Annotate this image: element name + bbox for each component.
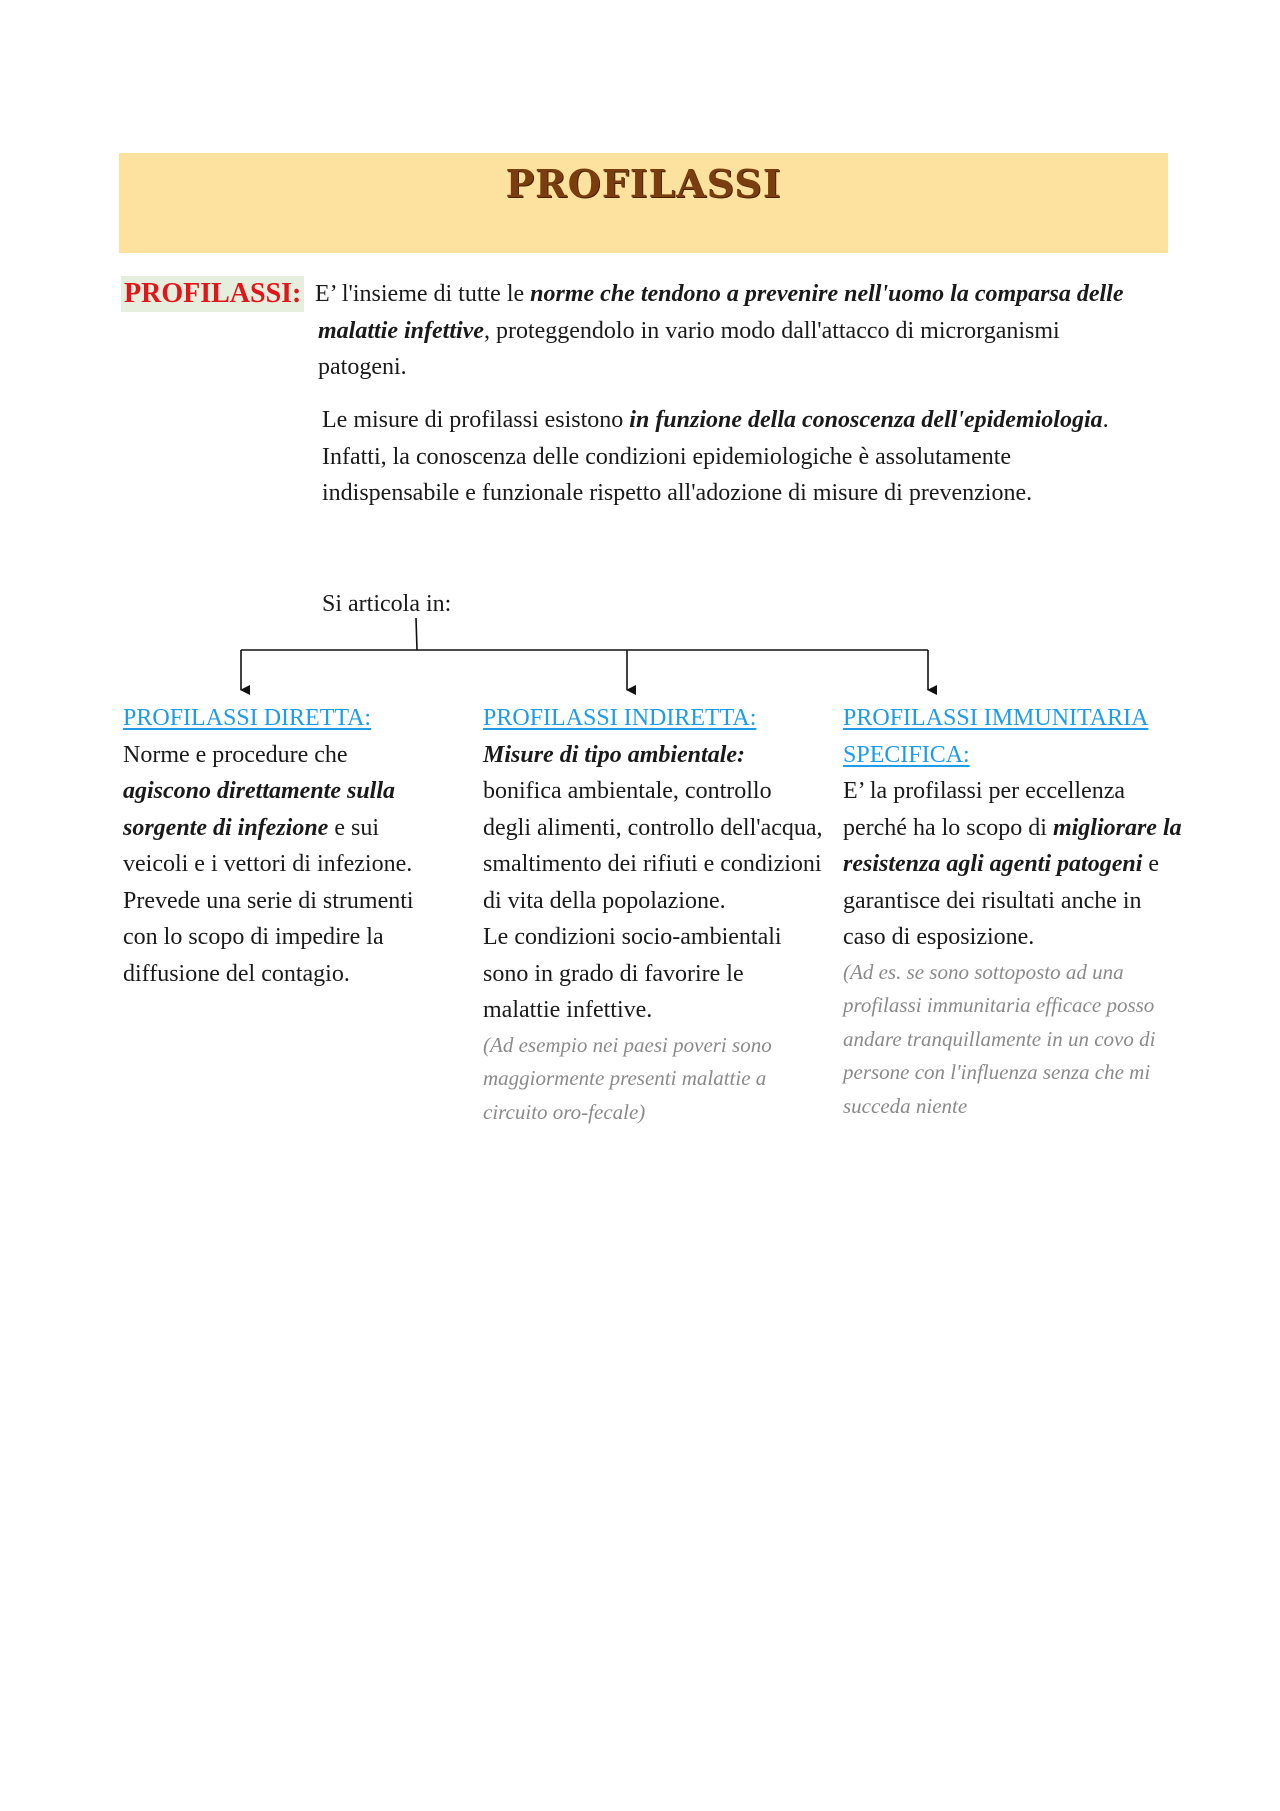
column-direct-intro: Norme e procedure che	[123, 741, 348, 768]
column-direct-body	[123, 737, 423, 993]
definition-emphasis: norme che tendono a prevenire nell'uomo la comparsa delle malattie infettive	[318, 281, 1124, 344]
column-immunity-note: (Ad es. se sono sottoposto ad una profilassi immunitaria efficace posso andare tranquillamente in un covo di persone con l'influenza senza che mi succeda niente	[843, 959, 1156, 1118]
paragraph2-rest: . Infatti, la conoscenza delle condizioni epidemiologiche è assolutamente indispensabile e funzionale rispetto all'adozione di misure di prevenzione.	[322, 407, 1109, 506]
column-indirect-title: PROFILASSI INDIRETTA:	[483, 705, 757, 731]
column-indirect	[483, 700, 823, 1129]
articulation-intro: Si articola in:	[322, 591, 452, 617]
column-direct-rest: e sui veicoli e i vettori di infezione. Prevede una serie di strumenti con lo scopo di impedire la diffusione del contagio.	[123, 814, 414, 987]
column-immunity-title: PROFILASSI IMMUNITARIA SPECIFICA:	[843, 705, 1149, 768]
column-indirect-emphasis: Misure di tipo ambientale:	[483, 741, 746, 768]
column-immunity-emphasis: migliorare la resistenza agli agenti patogeni	[843, 814, 1182, 877]
column-direct-title: PROFILASSI DIRETTA:	[123, 705, 372, 731]
paragraph2-emphasis: in funzione della conoscenza dell'epidemiologia	[629, 407, 1103, 433]
column-indirect-body2: Le condizioni socio-ambientali sono in grado di favorire le malattie infettive.	[483, 924, 782, 1023]
column-indirect-body: bonifica ambientale, controllo degli alimenti, controllo dell'acqua, smaltimento dei rifiuti e condizioni di vita della popolazione.	[483, 778, 823, 914]
definition-intro: E’ l'insieme di tutte le	[315, 281, 531, 307]
definition-rest: , proteggendolo in vario modo dall'attacco di microrganismi patogeni.	[318, 317, 1060, 380]
column-immunity-rest: e garantisce dei risultati anche in caso di esposizione.	[843, 851, 1160, 950]
column-immunity-body	[843, 773, 1188, 956]
column-direct-emphasis: agiscono direttamente sulla sorgente di infezione	[123, 778, 396, 841]
paragraph2-intro: Le misure di profilassi esistono	[322, 407, 630, 433]
definition-label: PROFILASSI:	[121, 276, 304, 312]
column-direct	[123, 700, 423, 992]
branch-stem	[416, 618, 417, 650]
column-immunity	[843, 700, 1188, 1123]
column-indirect-note: (Ad esempio nei paesi poveri sono maggiormente presenti malattie a circuito oro-fecale)	[483, 1032, 772, 1124]
column-immunity-intro: E’ la profilassi per eccellenza perché ha lo scopo di	[843, 778, 1126, 841]
page-title: PROFILASSI	[505, 161, 782, 206]
